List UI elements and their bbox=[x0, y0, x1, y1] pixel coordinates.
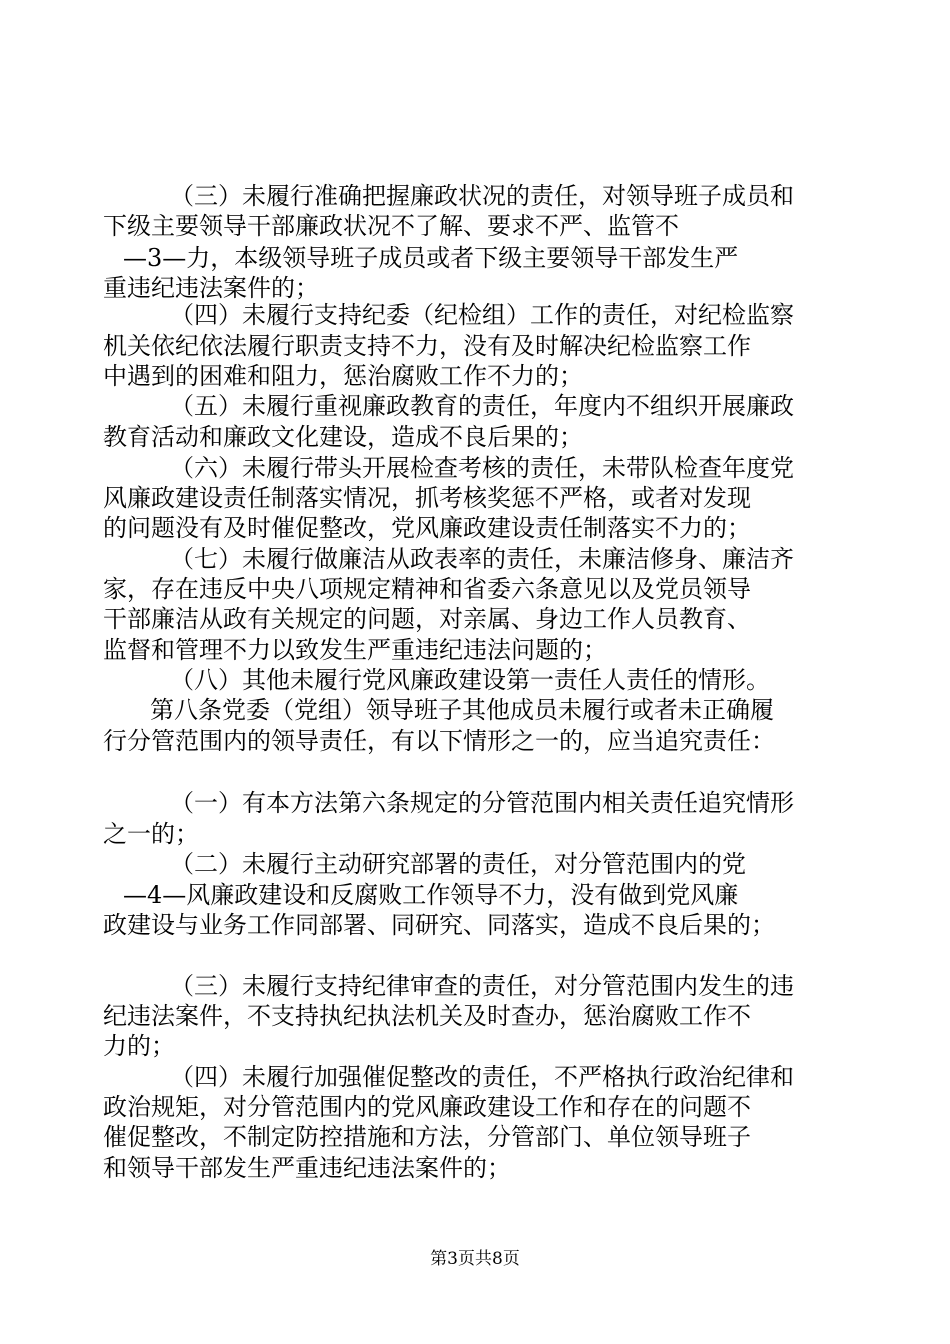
text-line: 政治规矩，对分管范围内的党风廉政建设工作和存在的问题不 bbox=[103, 1093, 751, 1121]
text-line: （四）未履行加强催促整改的责任，不严格执行政治纪律和 bbox=[170, 1063, 794, 1091]
text-line: 行分管范围内的领导责任，有以下情形之一的，应当追究责任： bbox=[103, 727, 775, 755]
text-line: 下级主要领导干部廉政状况不了解、要求不严、监管不 bbox=[103, 212, 679, 240]
text-line: 政建设与业务工作同部署、同研究、同落实，造成不良后果的； bbox=[103, 911, 775, 939]
text-line: 催促整改，不制定防控措施和方法，分管部门、单位领导班子 bbox=[103, 1123, 751, 1151]
text-line: 之一的； bbox=[103, 820, 199, 848]
text-line: 的问题没有及时催促整改，党风廉政建设责任制落实不力的； bbox=[103, 514, 751, 542]
text-line: —4—风廉政建设和反腐败工作领导不力，没有做到党风廉 bbox=[123, 881, 739, 909]
text-line: —3—力，本级领导班子成员或者下级主要领导干部发生严 bbox=[123, 244, 739, 272]
text-line: 干部廉洁从政有关规定的问题，对亲属、身边工作人员教育、 bbox=[103, 605, 751, 633]
text-line: （八）其他未履行党风廉政建设第一责任人责任的情形。 bbox=[170, 666, 770, 694]
text-line: （七）未履行做廉洁从政表率的责任，未廉洁修身、廉洁齐 bbox=[170, 545, 794, 573]
page-total: 共8页 bbox=[475, 1249, 520, 1269]
text-line: 机关依纪依法履行职责支持不力，没有及时解决纪检监察工作 bbox=[103, 332, 751, 360]
text-line: （五）未履行重视廉政教育的责任，年度内不组织开展廉政 bbox=[170, 392, 794, 420]
text-line: （六）未履行带头开展检查考核的责任，未带队检查年度党 bbox=[170, 454, 794, 482]
page-number: 第3页 bbox=[430, 1249, 475, 1269]
text-line: （三）未履行支持纪律审查的责任，对分管范围内发生的违 bbox=[170, 972, 794, 1000]
text-line: 力的； bbox=[103, 1032, 175, 1060]
text-line: （二）未履行主动研究部署的责任，对分管范围内的党 bbox=[170, 850, 746, 878]
page-footer bbox=[0, 1247, 950, 1271]
text-line: （三）未履行准确把握廉政状况的责任，对领导班子成员和 bbox=[170, 182, 794, 210]
text-line: 教育活动和廉政文化建设，造成不良后果的； bbox=[103, 423, 583, 451]
text-line: 风廉政建设责任制落实情况，抓考核奖惩不严格，或者对发现 bbox=[103, 484, 751, 512]
text-line: 中遇到的困难和阻力，惩治腐败工作不力的； bbox=[103, 362, 583, 390]
text-line: （一）有本方法第六条规定的分管范围内相关责任追究情形 bbox=[170, 789, 794, 817]
text-line: 监督和管理不力以致发生严重违纪违法问题的； bbox=[103, 636, 607, 664]
text-line: 重违纪违法案件的； bbox=[103, 274, 319, 302]
text-line: 家，存在违反中央八项规定精神和省委六条意见以及党员领导 bbox=[103, 575, 751, 603]
text-line: 纪违法案件，不支持执纪执法机关及时查办，惩治腐败工作不 bbox=[103, 1002, 751, 1030]
text-line: 第八条党委（党组）领导班子其他成员未履行或者未正确履 bbox=[150, 696, 774, 724]
text-line: 和领导干部发生严重违纪违法案件的； bbox=[103, 1154, 511, 1182]
text-line: （四）未履行支持纪委（纪检组）工作的责任，对纪检监察 bbox=[170, 301, 794, 329]
